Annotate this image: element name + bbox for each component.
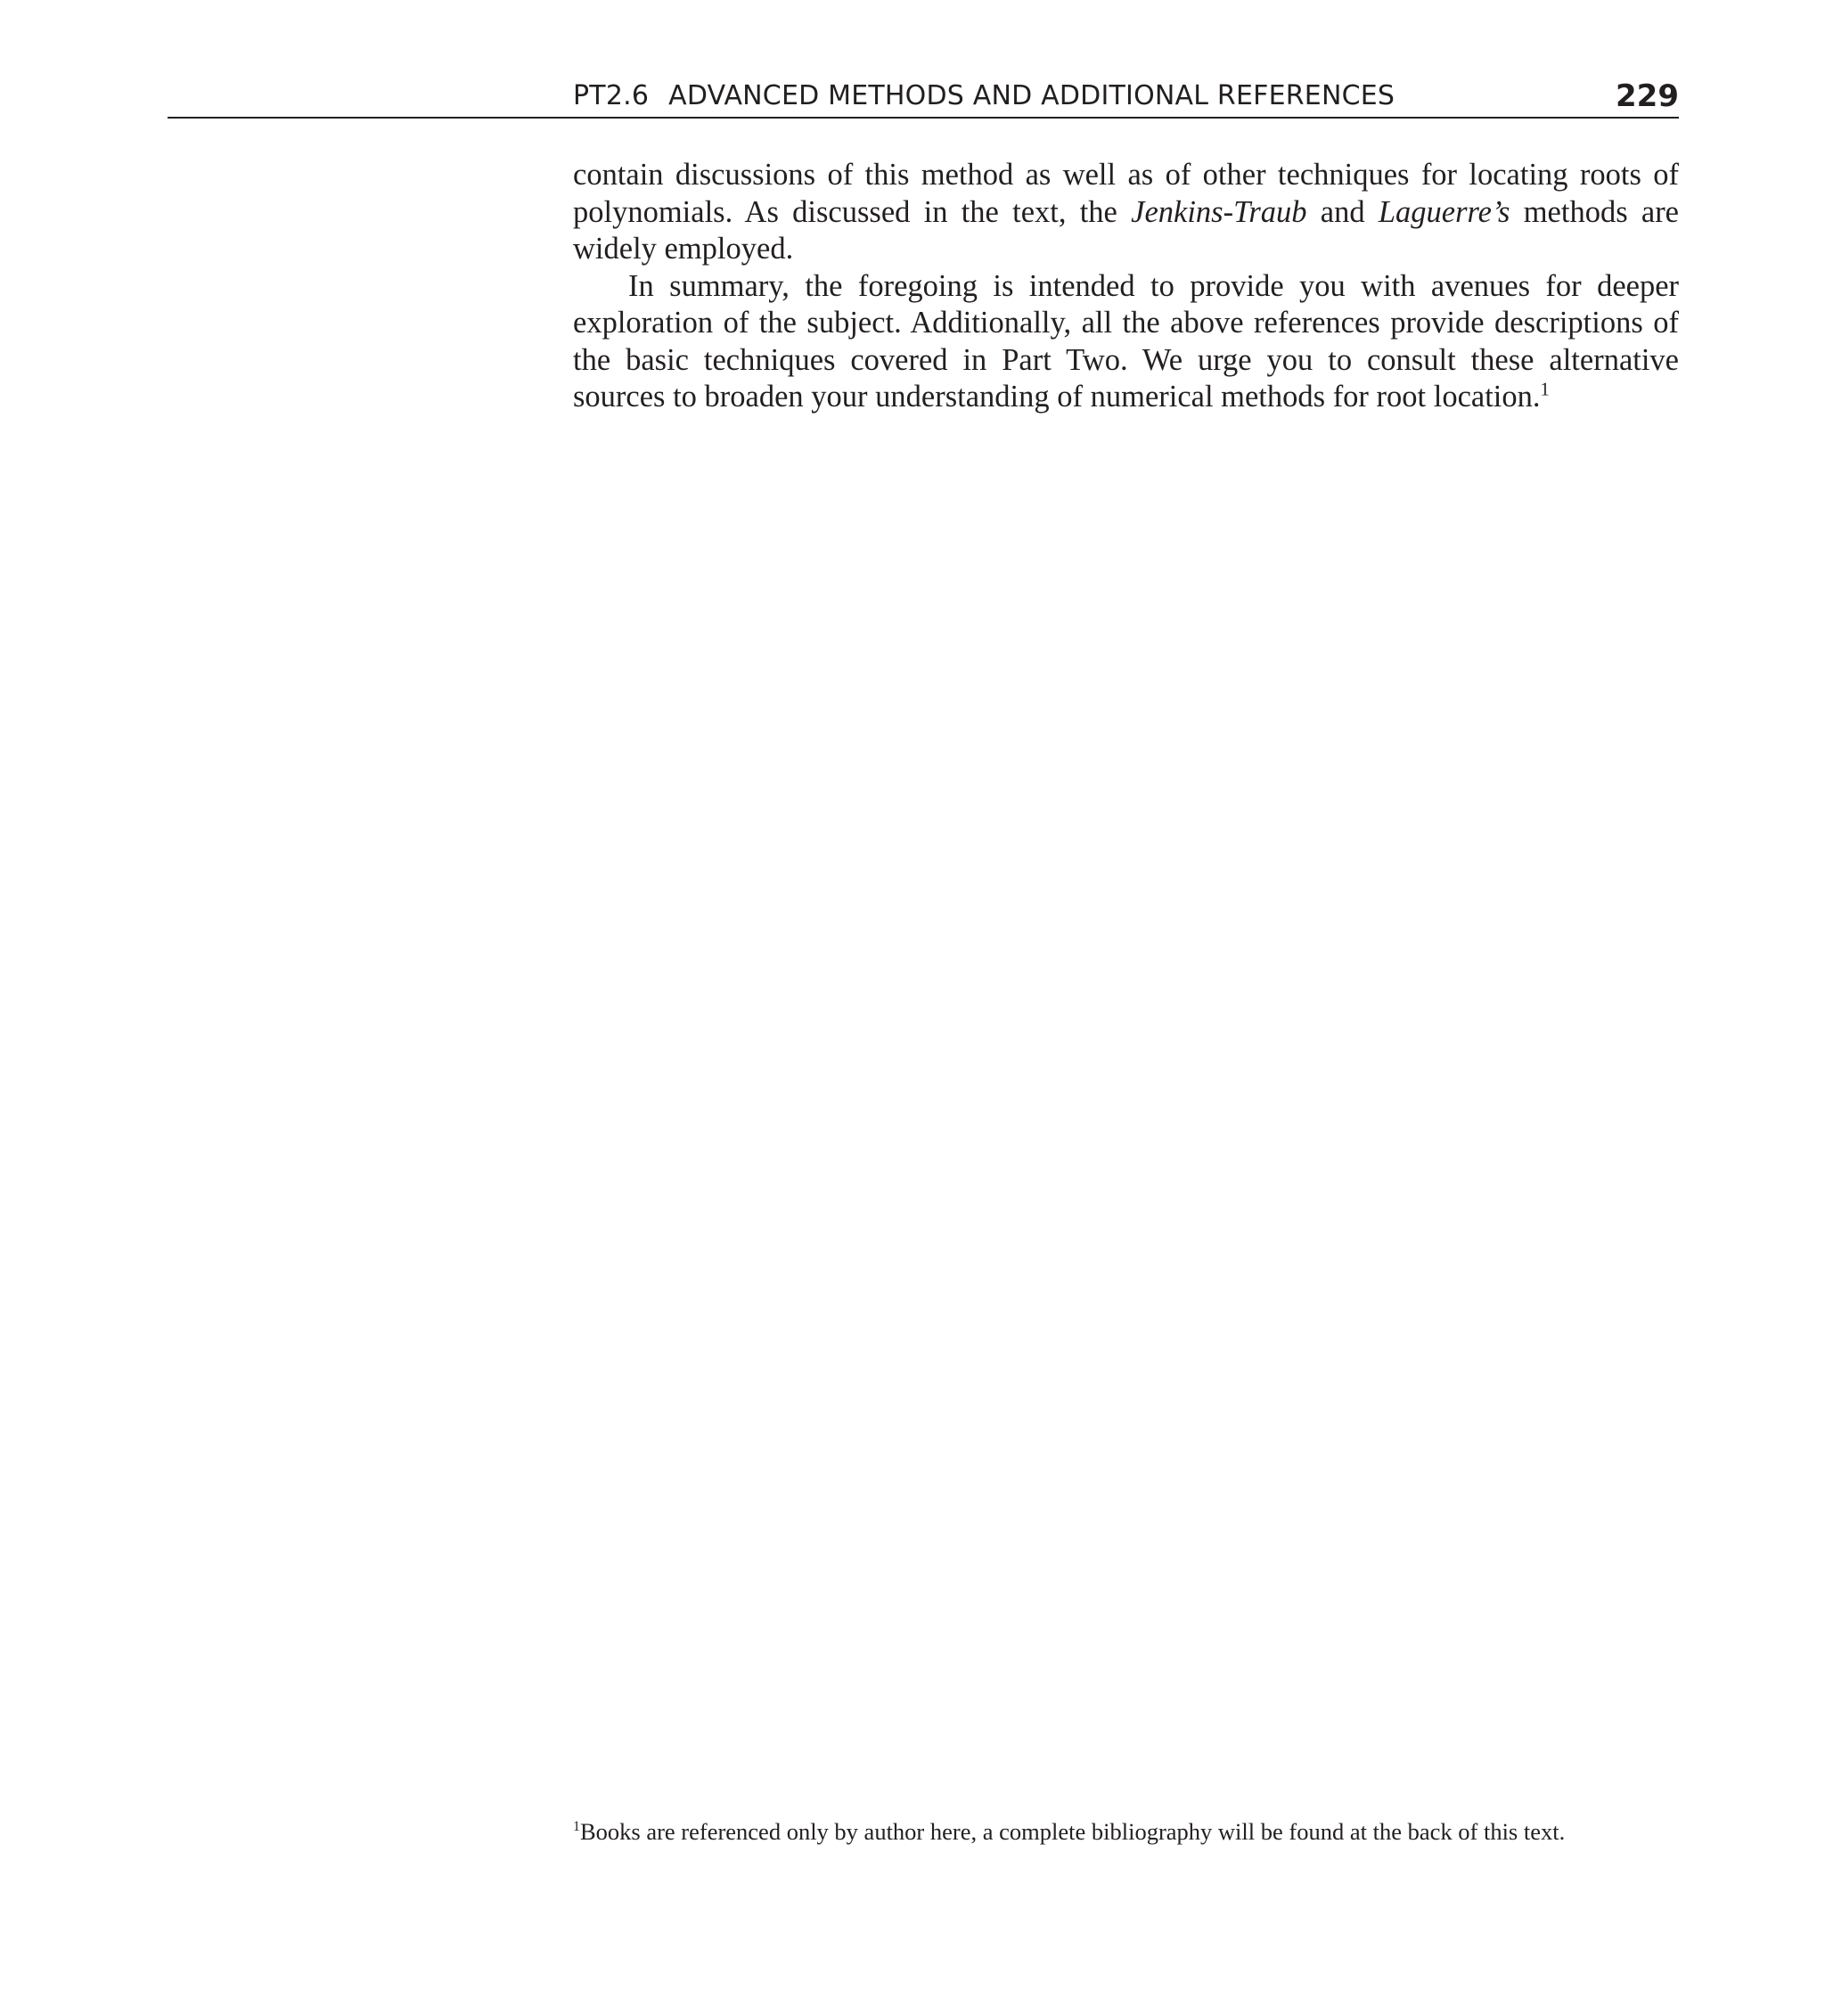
paragraph-1-text-c: methods are widely employed. bbox=[573, 194, 1679, 266]
footnote-mark: 1 bbox=[573, 1819, 580, 1835]
paragraph-2 bbox=[573, 268, 1679, 416]
paragraph-1-text-a: contain discussions of this method as well as of other techniques for locating roots of polynomials. As discussed in the text, the bbox=[573, 158, 1679, 229]
footnote bbox=[573, 1816, 1679, 1847]
section-title: ADVANCED METHODS AND ADDITIONAL REFERENCES bbox=[668, 80, 1395, 111]
jenkins-traub-term: Jenkins-Traub bbox=[1131, 194, 1307, 229]
footnote-reference: 1 bbox=[1540, 380, 1550, 400]
footnote-text: Books are referenced only by author here, a complete bibliography will be found at the back of this text. bbox=[579, 1818, 1566, 1845]
running-head bbox=[573, 80, 1395, 111]
paragraph-1-text-b: and bbox=[1306, 194, 1379, 229]
running-header bbox=[573, 78, 1679, 121]
section-number: PT2.6 bbox=[573, 80, 650, 111]
page-number: 229 bbox=[1616, 78, 1679, 114]
body-text bbox=[573, 157, 1679, 416]
laguerre-term: Laguerre’s bbox=[1378, 194, 1510, 229]
header-rule bbox=[168, 117, 1679, 119]
paragraph-1 bbox=[573, 157, 1679, 268]
paragraph-2-text: In summary, the foregoing is intended to provide you with avenues for deeper exploration of the subject. Additionally, all the above references provide descriptions of the basic techniques covered in Part Two. We urge you to consult these alternative sources to broaden your understanding of numerical methods for root location. bbox=[573, 268, 1679, 414]
